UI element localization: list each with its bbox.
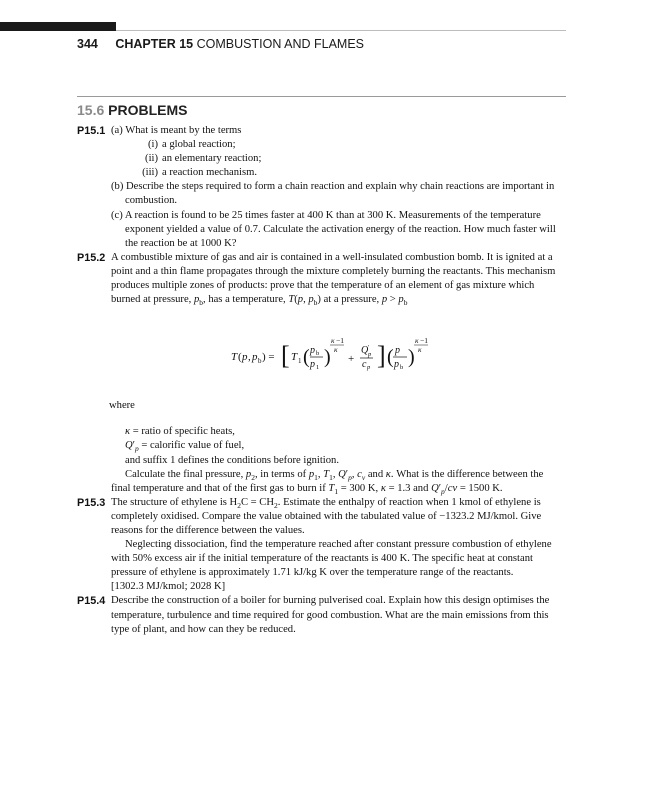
definitions xyxy=(77,425,559,467)
svg-text:c: c xyxy=(362,359,367,371)
svg-text:−1: −1 xyxy=(420,336,428,346)
problem-number: P15.3 xyxy=(77,496,106,509)
header-bar xyxy=(0,22,116,31)
svg-text:): ) xyxy=(408,346,415,369)
header-rule xyxy=(116,30,566,31)
problem-text: The structure of ethylene is $H_2C = CH_2$. Estimate the enthalpy of reaction when 1 kmol of ethylene is completely oxidised. Compare the value obtained with the tabulated value of −1323.2 MJ/kmol. Give reasons for the difference between the values. xyxy=(111,496,542,536)
svg-text:): ) xyxy=(324,346,331,369)
svg-text:−1: −1 xyxy=(336,336,344,346)
problem-text: A combustible mixture of gas and air is contained in a well-insulated combustion bomb. It is ignited at a point and a thin flame propagates through the mixture completely burning the reactants. This mechanism produces multiple zones of products: prove that the temperature of an element of gas mixture which burned at pressure, $p_b$, has a temperature, T(p, $p_b$) at a pressure, $p > p_b$ xyxy=(111,251,556,308)
svg-text:p: p xyxy=(242,351,248,364)
suffix-definition: and suffix 1 defines the conditions before ignition. xyxy=(125,454,339,466)
problems-body xyxy=(77,124,559,637)
problem-15-4 xyxy=(77,594,559,636)
part-c: (c) A reaction is found to be 25 times faster at 400 K than at 300 K. Measurements of the temperature exponent yielded a value of 0.7. Calculate the activation energy of the reaction. How much faster will the reaction be at 1000 K? xyxy=(111,209,556,249)
problem-15-3 xyxy=(77,496,559,595)
svg-text:1: 1 xyxy=(316,364,320,372)
part-a: (a) What is meant by the terms xyxy=(111,125,242,136)
svg-text:1: 1 xyxy=(298,357,302,366)
svg-text:p: p xyxy=(367,364,371,372)
svg-text:Q: Q xyxy=(361,345,369,357)
svg-text:[: [ xyxy=(281,341,290,371)
svg-text:p: p xyxy=(252,351,258,364)
svg-text:]: ] xyxy=(377,341,386,371)
svg-text:′: ′ xyxy=(368,344,370,352)
answer: [1302.3 MJ/kmol; 2028 K] xyxy=(111,581,226,593)
running-head xyxy=(77,37,364,51)
svg-text:κ: κ xyxy=(418,345,422,355)
svg-text:T: T xyxy=(291,351,298,364)
where-label: where xyxy=(109,400,135,412)
problem-text: Calculate the final pressure, $p_2$, in terms of $p_1$, $T_1$, $Q'_p$, $c_v$ and κ. What is the difference between the final temperature and that of the first gas to burn if $T_1 = 300$ K, κ = 1.3 and $Q'_p/cv = 1500$ K. xyxy=(111,468,544,496)
svg-text:b: b xyxy=(316,350,320,358)
problem-text-2: Neglecting dissociation, find the temperature reached after constant pressure combustion of ethylene with 50% excess air if the initial temperature of the reactants is 400 K. The specific heat at constant pressure of ethylene is approximately 1.71 kJ/kg K over the temperature range of the reactants. xyxy=(111,539,552,579)
section-number: 15.6 xyxy=(77,102,105,118)
svg-text:p: p xyxy=(310,345,315,357)
svg-text:b: b xyxy=(258,357,262,366)
svg-text:,: , xyxy=(248,351,251,364)
svg-text:(: ( xyxy=(303,346,310,369)
svg-text:) =: ) = xyxy=(262,351,275,364)
svg-text:T: T xyxy=(231,351,238,364)
kappa-definition: κ = ratio of specific heats, xyxy=(125,426,235,438)
svg-text:κ: κ xyxy=(415,336,419,346)
roman-item: (iii) a reaction mechanism. xyxy=(142,167,258,179)
problem-15-1 xyxy=(77,124,559,251)
problem-text: Describe the construction of a boiler for burning pulverised coal. Explain how this design optimises the temperature, turbulence and time required for good combustion. What are the main emissions from this type of plant, and how can they be reduced. xyxy=(111,595,550,635)
chapter-label: CHAPTER 15 xyxy=(115,37,194,51)
equation-graphic xyxy=(231,329,461,385)
svg-text:+: + xyxy=(348,353,355,366)
part-b: (b) Describe the steps required to form a chain reaction and explain why chain reactions are important in combustion. xyxy=(111,181,555,207)
roman-item: (i) a global reaction; xyxy=(148,139,236,151)
roman-item: (ii) an elementary reaction; xyxy=(145,153,262,165)
svg-text:p: p xyxy=(395,345,400,357)
svg-text:p: p xyxy=(368,351,372,359)
section-rule xyxy=(77,96,566,97)
svg-text:p: p xyxy=(394,359,399,371)
calorific-definition: $Q'_p$ = calorific value of fuel, xyxy=(125,440,245,454)
problem-15-2 xyxy=(77,251,559,413)
section-title: PROBLEMS xyxy=(108,102,188,118)
svg-text:p: p xyxy=(310,359,315,371)
problem-15-2-cont xyxy=(77,468,559,496)
svg-text:κ: κ xyxy=(331,336,335,346)
page-number: 344 xyxy=(77,37,98,51)
svg-text:(: ( xyxy=(387,346,394,369)
temperature-equation xyxy=(111,329,559,385)
problem-number: P15.1 xyxy=(77,125,106,137)
svg-text:(: ( xyxy=(238,351,242,364)
svg-text:κ: κ xyxy=(334,345,338,355)
section-heading xyxy=(77,102,187,118)
problem-number: P15.4 xyxy=(77,595,106,608)
svg-text:b: b xyxy=(400,364,404,372)
problem-number: P15.2 xyxy=(77,251,106,264)
chapter-title: COMBUSTION AND FLAMES xyxy=(196,37,365,51)
